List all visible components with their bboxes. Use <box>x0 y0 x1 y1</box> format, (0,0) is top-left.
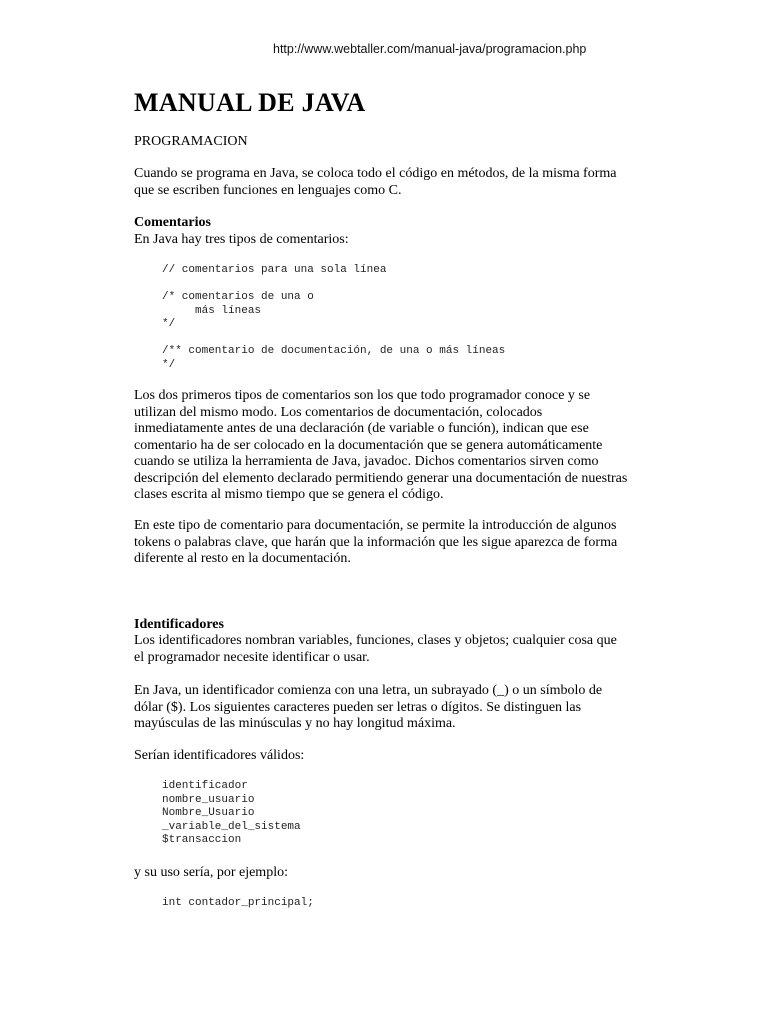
comentarios-heading: Comentarios <box>134 215 211 230</box>
text-line: dólar ($). Los siguientes caracteres pueden ser letras o dígitos. Se distinguen las <box>134 699 582 715</box>
validos-lead: Serían identificadores válidos: <box>134 748 305 763</box>
text-line: diferente al resto en la documentación. <box>134 551 351 566</box>
text-line: En este tipo de comentario para documentación, se permite la introducción de algunos <box>134 518 617 533</box>
identificadores-heading: Identificadores <box>134 617 224 632</box>
text-line: En Java, un identificador comienza con una letra, un subrayado (_) o un símbolo de <box>134 683 603 698</box>
text-line: Los dos primeros tipos de comentarios son los que todo programador conoce y se <box>134 388 591 403</box>
code-block-multi-line: /* comentarios de una o más líneas */ <box>162 291 314 330</box>
code-block-javadoc: /** comentario de documentación, de una o más líneas */ <box>162 345 506 371</box>
text-line: Los identificadores nombran variables, funciones, clases y objetos; cualquier cosa que <box>134 633 617 648</box>
text-line: cuando se utiliza la herramienta de Java, javadoc. Dichos comentarios sirven como <box>134 454 599 469</box>
text-line: descripción del elemento declarado permitiendo generar una documentación de nuestras <box>134 470 628 486</box>
code-block-uso: int contador_principal; <box>162 897 314 909</box>
comentarios-lead: En Java hay tres tipos de comentarios: <box>134 232 349 247</box>
text-line: comentario ha de ser colocado en la documentación que se genera automáticamente <box>134 437 603 453</box>
section-title: PROGRAMACION <box>134 134 248 149</box>
text-line: clases escrita al mismo tiempo que se genera el código. <box>134 487 444 502</box>
code-block-single-line: // comentarios para una sola línea <box>162 264 387 276</box>
page-title: MANUAL DE JAVA <box>134 88 366 117</box>
comentarios-paragraph-2 <box>134 518 617 568</box>
text-line: mayúsculas de las minúsculas y no hay longitud máxima. <box>134 716 456 731</box>
text-line: Cuando se programa en Java, se coloca todo el código en métodos, de la misma forma <box>134 166 617 181</box>
uso-lead: y su uso sería, por ejemplo: <box>134 865 288 880</box>
text-line: inmediatamente antes de una declaración (de variable o función), indican que ese <box>134 421 589 436</box>
identificadores-paragraph-2 <box>134 683 602 733</box>
text-line: utilizan del mismo modo. Los comentarios de documentación, colocados <box>134 404 543 420</box>
text-line: que se escriben funciones en lenguajes como C. <box>134 182 402 198</box>
code-block-identificadores: identificador nombre_usuario Nombre_Usuario _variable_del_sistema $transaccion <box>162 780 301 846</box>
text-line: el programador necesite identificar o usar. <box>134 649 370 665</box>
comentarios-paragraph-1 <box>134 388 627 504</box>
source-url: http://www.webtaller.com/manual-java/programacion.php <box>273 42 587 56</box>
identificadores-paragraph-1 <box>134 633 617 666</box>
intro-paragraph <box>134 166 616 199</box>
text-line: tokens o palabras clave, que harán que la información que les sigue aparezca de forma <box>134 534 618 550</box>
